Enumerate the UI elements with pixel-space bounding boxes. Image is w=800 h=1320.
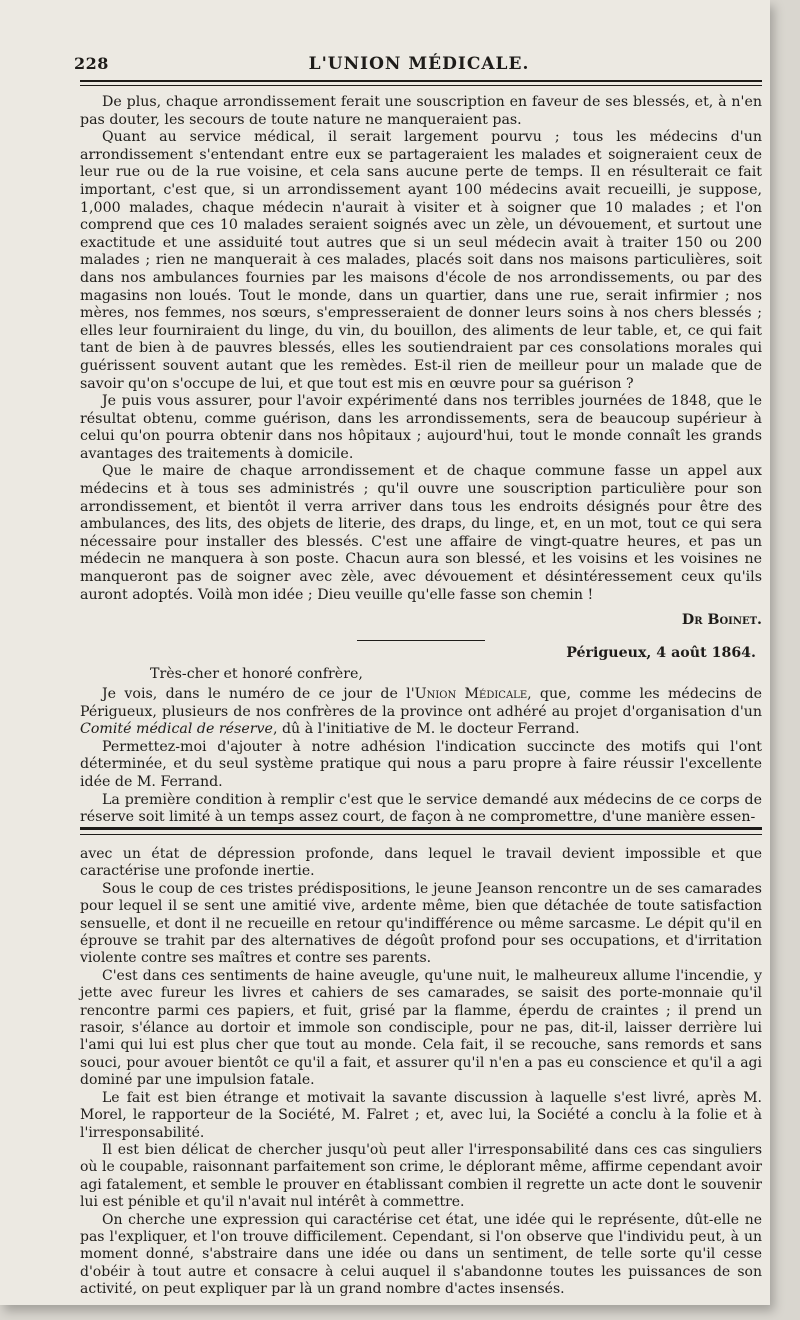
header-rule-thin: [80, 85, 762, 86]
letter1-signature: Dr Boinet.: [681, 612, 762, 629]
letter2-text: , que, comme les médecins de Périgueux, plusieurs de nos confrères de la province ont adhéré au projet d'organisation d'un: [80, 686, 762, 720]
letter2-paragraph: Permettez-moi d'ajouter à notre adhésion l'indication succincte des motifs qui l'ont déterminée, et du seul système pratique qui nous a paru propre à faire réussir l'excellente idée de M. Ferrand.: [80, 738, 762, 790]
section-divider: [357, 640, 485, 641]
page-header: [74, 50, 764, 78]
letter2-paragraph: La première condition à remplir c'est que le service demandé aux médecins de ce corps de réserve soit limité à un temps assez court, de façon à ne compromettre, d'une manière essen-: [80, 791, 762, 826]
feuilleton-paragraph: avec un état de dépression profonde, dans lequel le travail devient impossible et que caractérise une profonde inertie.: [80, 846, 762, 880]
journal-name: Union Médicale: [414, 686, 528, 702]
letter2-paragraph: [80, 686, 762, 739]
letter2-date-line: Périgueux, 4 août 1864.: [566, 644, 756, 661]
feuilleton-column: [80, 846, 762, 1299]
letter2-salutation: Très-cher et honoré confrère,: [150, 666, 363, 683]
feuilleton-paragraph: On cherche une expression qui caractérise cet état, une idée qui le représente, dût-elle ne pas l'expliquer, et l'on trouve difficilement. Cependant, si l'on observe que l'individu peut, à un moment donné, s'abstraire dans une idée ou dans un sentiment, de telle sorte qu'il cesse d'obéir à tout autre et consacre à celui auquel il s'abandonne toutes les puissances de son activité, on peut expliquer par là un grand nombre d'actes insensés.: [80, 1211, 762, 1298]
letter1-paragraph: Que le maire de chaque arrondissement et de chaque commune fasse un appel aux médecins et à tous ses administrés ; qu'il ouvre une souscription particulière pour son arrondissement, et bientôt il verra arriver dans tous les endroits désignés pour être des ambulances, des lits, des objets de literie, des draps, du linge, et, en un mot, tout ce qui sera nécessaire pour installer des blessés. C'est une affaire de vingt-quatre heures, et pas un médecin ne manquera à son poste. Chacun aura son blessé, et les voisins et les voisines ne manqueront pas de soigner avec zèle, avec dévouement et désintéressement ceux qu'ils auront adoptés. Voilà mon idée ; Dieu veuille qu'elle fasse son chemin !: [80, 463, 762, 603]
letter1-paragraph: Je puis vous assurer, pour l'avoir expérimenté dans nos terribles journées de 1848, que le résultat obtenu, comme guérison, dans les arrondissements, sera de beaucoup supérieur à celui qu'on pourra obtenir dans nos hôpitaux ; aujourd'hui, tout le monde connaît les grands avantages des traitements à domicile.: [80, 393, 762, 462]
page-number: 228: [74, 54, 109, 73]
running-head: L'UNION MÉDICALE.: [308, 54, 530, 74]
letter1-paragraph: De plus, chaque arrondissement ferait une souscription en faveur de ses blessés, et, à n'en pas douter, les secours de toute nature ne manqueraient pas.: [80, 94, 762, 128]
header-rule-thick: [80, 80, 762, 82]
letter1-paragraph: Quant au service médical, il serait largement pourvu ; tous les médecins d'un arrondissement s'entendant entre eux se partageraient les malades et soigneraient ceux de leur rue ou de la rue voisine, et cela sans aucune perte de temps. Il en résulterait ce fait important, c'est que, si un arrondissement ayant 100 médecins avait recueilli, je suppose, 1,000 malades, chaque médecin n'aurait à visiter et à soigner que 10 malades ; et l'on comprend que ces 10 malades seraient soignés avec un zèle, un dévouement, et surtout une exactitude et une assiduité tout autres que si un seul médecin avait à traiter 150 ou 200 malades ; rien ne manquerait à ces malades, placés soit dans nos maisons particulières, soit dans nos ambulances fournies par les maisons d'école de nos arrondissements, ou par des magasins non loués. Tout le monde, dans un quartier, dans une rue, serait infirmier ; nos mères, nos femmes, nos sœurs, s'empresseraient de donner leurs soins à nos chers blessés ; elles leur fourniraient du linge, du vin, du bouillon, des aliments de leur table, et, ce qui fait tant de bien à de pauvres blessés, elles les soutiendraient par ces consolations morales qui guérissent souvent autant que les remèdes. Est-il rien de meilleur pour un malade que de savoir qu'on s'occupe de lui, et que tout est mis en œuvre pour sa guérison ?: [80, 129, 762, 392]
feuilleton-paragraph: Il est bien délicat de chercher jusqu'où peut aller l'irresponsabilité dans ces cas singuliers où le coupable, raisonnant parfaitement son crime, le déplorant même, affirme cependant avoir agi fatalement, et semble le prouver en établissant combien il regrette un acte dont le souvenir lui est pénible et qu'il n'avait nul intérêt à commettre.: [80, 1141, 762, 1211]
feuilleton-paragraph: Sous le coup de ces tristes prédispositions, le jeune Jeanson rencontre un de ses camarades pour lequel il se sent une amitié vive, ardente même, bien que détachée de toute satisfaction sensuelle, et dont il ne recueille en retour qu'indifférence ou même sarcasme. Le dépit qu'il en éprouve se trahit par des alternatives de dégoût profond pour ses occupations, et d'irritation violente contre ses maîtres et contre ses parents.: [80, 880, 762, 967]
feuilleton-rule-thick: [80, 827, 762, 830]
letter2-text: , dû à l'initiative de M. le docteur Ferrand.: [272, 721, 580, 738]
feuilleton-paragraph: Le fait est bien étrange et motivait la savante discussion à laquelle s'est livré, après M. Morel, le rapporteur de la Société, M. Falret ; et, avec lui, la Société a conclu à la folie et à l'irresponsabilité.: [80, 1089, 762, 1141]
feuilleton-rule-thin: [80, 834, 762, 835]
letter2-text: Je vois, dans le numéro de ce jour de l': [102, 686, 415, 702]
feuilleton-paragraph: C'est dans ces sentiments de haine aveugle, qu'une nuit, le malheureux allume l'incendie, y jette avec fureur les livres et cahiers de ses camarades, se saisit des porte-monnaie qu'il rencontre parmi ces papiers, et fuit, grisé par la flamme, éperdu de craintes ; il prend un rasoir, s'élance au dortoir et immole son condisciple, pour ne pas, dit-il, laisser derrière lui l'ami qui lui est plus cher que tout au monde. Cela fait, il se recouche, sans remords et sans souci, pour avouer bientôt ce qu'il a fait, et assurer qu'il n'en a pas eu conscience et qu'il a agi dominé par une impulsion fatale.: [80, 967, 762, 1089]
committee-name: Comité médical de réserve: [80, 721, 273, 738]
main-column: [80, 94, 762, 827]
